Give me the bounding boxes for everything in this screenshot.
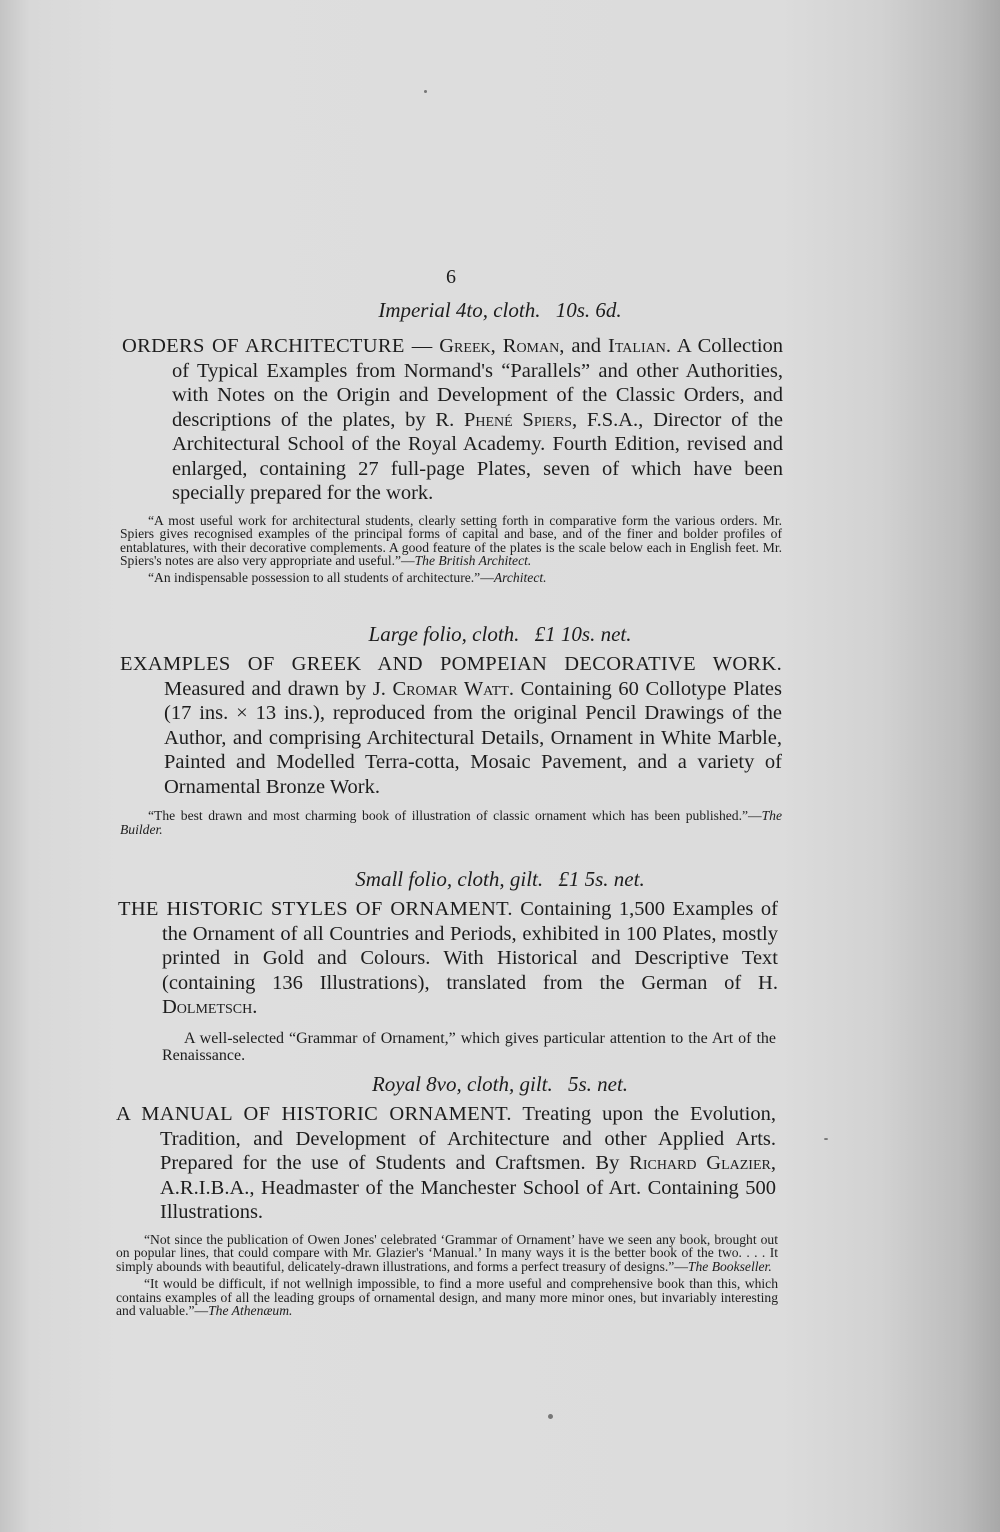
title-and: and — [564, 335, 609, 357]
description-part2: A.R.I.B.A., Headmaster of the Manchester School of Art. Containing 500 Illustrations. — [160, 1176, 776, 1223]
paper-speck — [548, 1414, 553, 1419]
author-name: Phené Spiers, — [463, 408, 578, 431]
review-quote-text: “An indispensable possession to all students of architecture.”— — [148, 569, 494, 585]
book-description — [122, 334, 783, 506]
book-description — [118, 897, 778, 1020]
book-price: £1 10s. net. — [534, 622, 632, 646]
book-format-line — [0, 298, 1000, 322]
review-source: The Builder. — [120, 808, 782, 837]
review-quote — [116, 1277, 778, 1318]
author-name: Richard Glazier, — [629, 1152, 776, 1174]
review-quote — [120, 571, 782, 585]
book-title: A MANUAL OF HISTORIC ORNAMENT. — [116, 1103, 512, 1125]
review-quote-text: “It would be difficult, if not wellnigh impossible, to find a more useful and comprehensive book than this, which contains examples of all the leading groups of ornamental design, and many more minor ones, but invariably interesting and valuable.”— — [116, 1276, 778, 1319]
book-format: Large folio, cloth. — [368, 622, 520, 646]
description-part1: Treating upon the Evolution, Tradition, and Development of Architecture and other Applied Arts. Prepared for the use of Students and Craftsmen. By — [160, 1103, 777, 1174]
review-source: Architect. — [493, 569, 547, 585]
book-format: Imperial 4to, cloth. — [378, 298, 541, 322]
review-quote — [116, 1233, 778, 1274]
description-part1: Containing 1,500 Examples of the Ornament of all Countries and Periods, exhibited in 100 Plates, mostly printed in Gold and Colours. With Historical and Descriptive Text (containing 136 Illustrations), translated from the German of H. — [162, 898, 778, 994]
book-title: EXAMPLES OF GREEK AND POMPEIAN DECORATIVE WORK. — [120, 653, 782, 675]
book-description — [120, 652, 782, 799]
page-number: 6 — [446, 266, 456, 288]
book-format-line — [0, 867, 1000, 891]
book-format-line — [0, 622, 1000, 646]
description-part1: A Collection of Typical Examples from Normand's “Parallels” and other Authorities, with Notes on the Origin and Development of the Classic Orders, and descriptions of the plates, by R. — [172, 335, 784, 431]
description-part2: Containing 60 Collotype Plates (17 ins. × 13 ins.), reproduced from the original Pencil Drawings of the Author, and comprising Architectural Details, Ornament in White Marble, Painted and Modelled Terra-cotta, Mosaic Pavement, and a variety of Ornamental Bronze Work. — [164, 677, 782, 798]
title-subtitle: Greek, Roman, — [439, 335, 565, 357]
review-quote-text: “A most useful work for architectural students, clearly setting forth in comparative form the various orders. Mr. Spiers gives recognised examples of the principal forms of capital and base, and of the finer and bolder profiles of entablatures, with their decorative complements. A good feature of the plates is the scale below each in English feet. Mr. Spiers's notes are also very appropriate and useful.”— — [120, 512, 782, 569]
review-source: The British Architect. — [414, 553, 532, 569]
book-price: £1 5s. net. — [558, 867, 645, 891]
book-price: 10s. 6d. — [555, 298, 622, 322]
book-entry-orders-of-architecture — [0, 298, 1000, 584]
title-dash: — — [404, 335, 440, 357]
review-quote-text: “The best drawn and most charming book of illustration of classic ornament which has been published.”— — [148, 808, 762, 823]
review-quote — [120, 514, 782, 568]
book-entry-greek-pompeian — [0, 622, 1000, 836]
book-title: ORDERS OF ARCHITECTURE — [122, 335, 405, 357]
book-format: Small folio, cloth, gilt. — [355, 867, 544, 891]
title-italian: Italian. — [608, 335, 671, 357]
paper-speck — [424, 90, 427, 93]
book-entry-historic-styles — [0, 867, 1000, 1064]
review-source: The Athenæum. — [208, 1303, 293, 1319]
book-description — [116, 1102, 776, 1225]
book-title: THE HISTORIC STYLES OF ORNAMENT. — [118, 898, 513, 920]
book-entry-manual-historic-ornament — [0, 1072, 1000, 1318]
book-note — [162, 1030, 776, 1064]
paper-speck — [824, 1138, 828, 1140]
book-format-line — [0, 1072, 1000, 1096]
book-note-text: A well-selected “Grammar of Ornament,” which gives particular attention to the Art of the Renaissance. — [162, 1029, 776, 1064]
description-part1: Measured and drawn by J. — [164, 677, 393, 700]
author-name: Cromar Watt. — [392, 677, 514, 700]
book-format: Royal 8vo, cloth, gilt. — [371, 1072, 553, 1096]
review-quote-text: “Not since the publication of Owen Jones' celebrated ‘Grammar of Ornament’ have we seen any book, brought out on popular lines, that could compare with Mr. Glazier's ‘Manual.’ In many ways it is the better book of the two. . . . It simply abounds with beautiful, delicately-drawn illustrations, and forms a perfect treasury of designs.”— — [116, 1231, 778, 1274]
description-part2: F.S.A., Director of the Architectural School of the Royal Academy. Fourth Edition, revised and enlarged, containing 27 full-page Plates, seven of which have been specially prepared for the work. — [172, 408, 783, 504]
book-price: 5s. net. — [567, 1072, 629, 1096]
author-name: Dolmetsch. — [162, 996, 258, 1018]
review-quote — [120, 809, 782, 836]
review-source: The Bookseller. — [687, 1258, 772, 1274]
